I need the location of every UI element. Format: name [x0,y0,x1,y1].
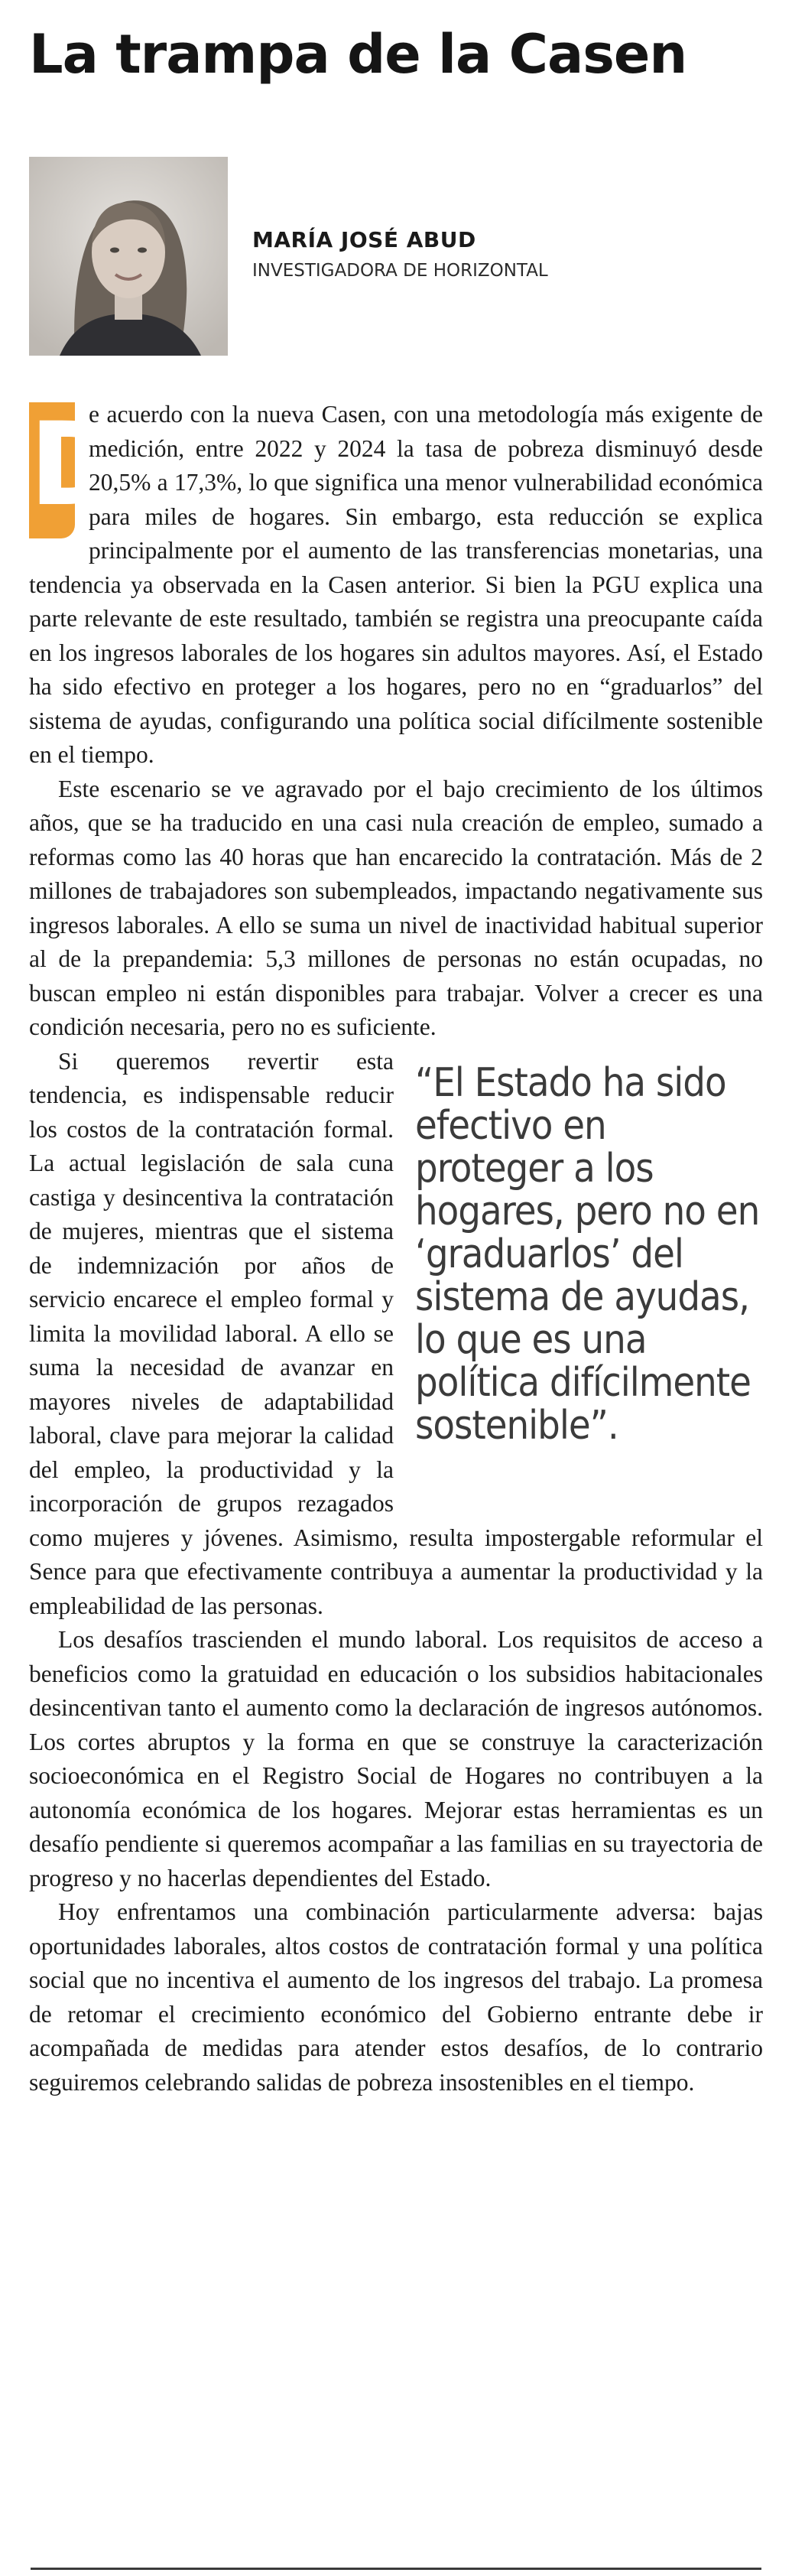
author-byline [29,157,763,363]
paragraph-text: Si queremos revertir esta tendencia, es indispensable reducir los costos de la contratación formal. La actual legislación de sala cuna castiga y desincentiva la contratación de mujeres, mientras que el sistema de indemnización por años de servicio encarece el empleo formal y limita la movilidad laboral. A ello se suma la necesidad de avanzar en mayores niveles de adaptabilidad laboral, clave para mejorar la calidad del empleo, la productividad y la incorporación de grupos rezagados como mujeres y jóvenes. Asimismo, resulta impostergable reformular el Sence para que efectivamente contribuya a aumentar la productividad y la empleabilidad de las personas. [29,1047,763,1619]
author-avatar [29,157,228,356]
article-paragraph-5: Hoy enfrentamos una combinación particularmente adversa: bajas oportunidades laborales, altos costos de contratación formal y una política social que no incentiva el aumento de los ingresos del trabajo. La promesa de retomar el crecimiento económico del Gobierno entrante debe ir acompañada de medidas para atender estos desafíos, de lo contrario seguiremos celebrando salidas de pobreza insostenibles en el tiempo. [29,1898,763,2096]
article-headline: La trampa de la Casen [29,23,687,86]
article-paragraph-1 [29,398,763,772]
pull-quote: “El Estado ha sido efectivo en proteger a los hogares, pero no en ‘graduarlos’ del sistema de ayudas, lo que es una política difícilmente sostenible”. [415,1059,760,1449]
author-portrait-icon [29,157,228,356]
article-paragraph-2: Este escenario se ve agravado por el bajo crecimiento de los últimos años, que se ha traducido en una casi nula creación de empleo, sumado a reformas como las 40 horas que han encarecido la contratación. Más de 2 millones de trabajadores son subempleados, impactando negativamente sus ingresos laborales. A ello se suma un nivel de inactividad habitual superior al de la prepandemia: 5,3 millones de personas no están ocupadas, no buscan empleo ni están disponibles para trabajar. Volver a crecer es una condición necesaria, pero no es suficiente. [29,775,763,1040]
article-paragraph-3 [29,1045,763,1624]
article-body [29,398,763,2100]
footer-divider [31,2568,761,2570]
author-name: MARÍA JOSÉ ABUD [252,227,476,252]
paragraph-text: e acuerdo con la nueva Casen, con una metodología más exigente de medición, entre 2022 y 2024 la tasa de pobreza disminuyó desde 20,5% a 17,3%, lo que significa una menor vulnerabilidad económica para miles de hogares. Sin embargo, esta reducción se explica principalmente por el aumento de las transferencias monetarias, una tendencia ya observada en la Casen anterior. Si bien la PGU explica una parte relevante de este resultado, también se registra una preocupante caída en los ingresos laborales de los hogares sin adultos mayores. Así, el Estado ha sido efectivo en proteger a los hogares, pero no en “graduarlos” del sistema de ayudas, configurando una política social difícilmente sostenible en el tiempo. [29,401,763,768]
article-paragraph-4: Los desafíos trascienden el mundo laboral. Los requisitos de acceso a beneficios como la gratuidad en educación o los subsidios habitacionales desincentivan tanto el aumento como la declaración de ingresos autónomos. Los cortes abruptos y la forma en que se construye la caracterización socioeconómica en el Registro Social de Hogares no contribuyen a la autonomía económica de los hogares. Mejorar estas herramientas es un desafío pendiente si queremos acompañar a las familias en su trayectoria de progreso y no hacerlas dependientes del Estado. [29,1626,763,1891]
author-role: INVESTIGADORA DE HORIZONTAL [252,261,548,281]
drop-cap: D [29,402,75,538]
